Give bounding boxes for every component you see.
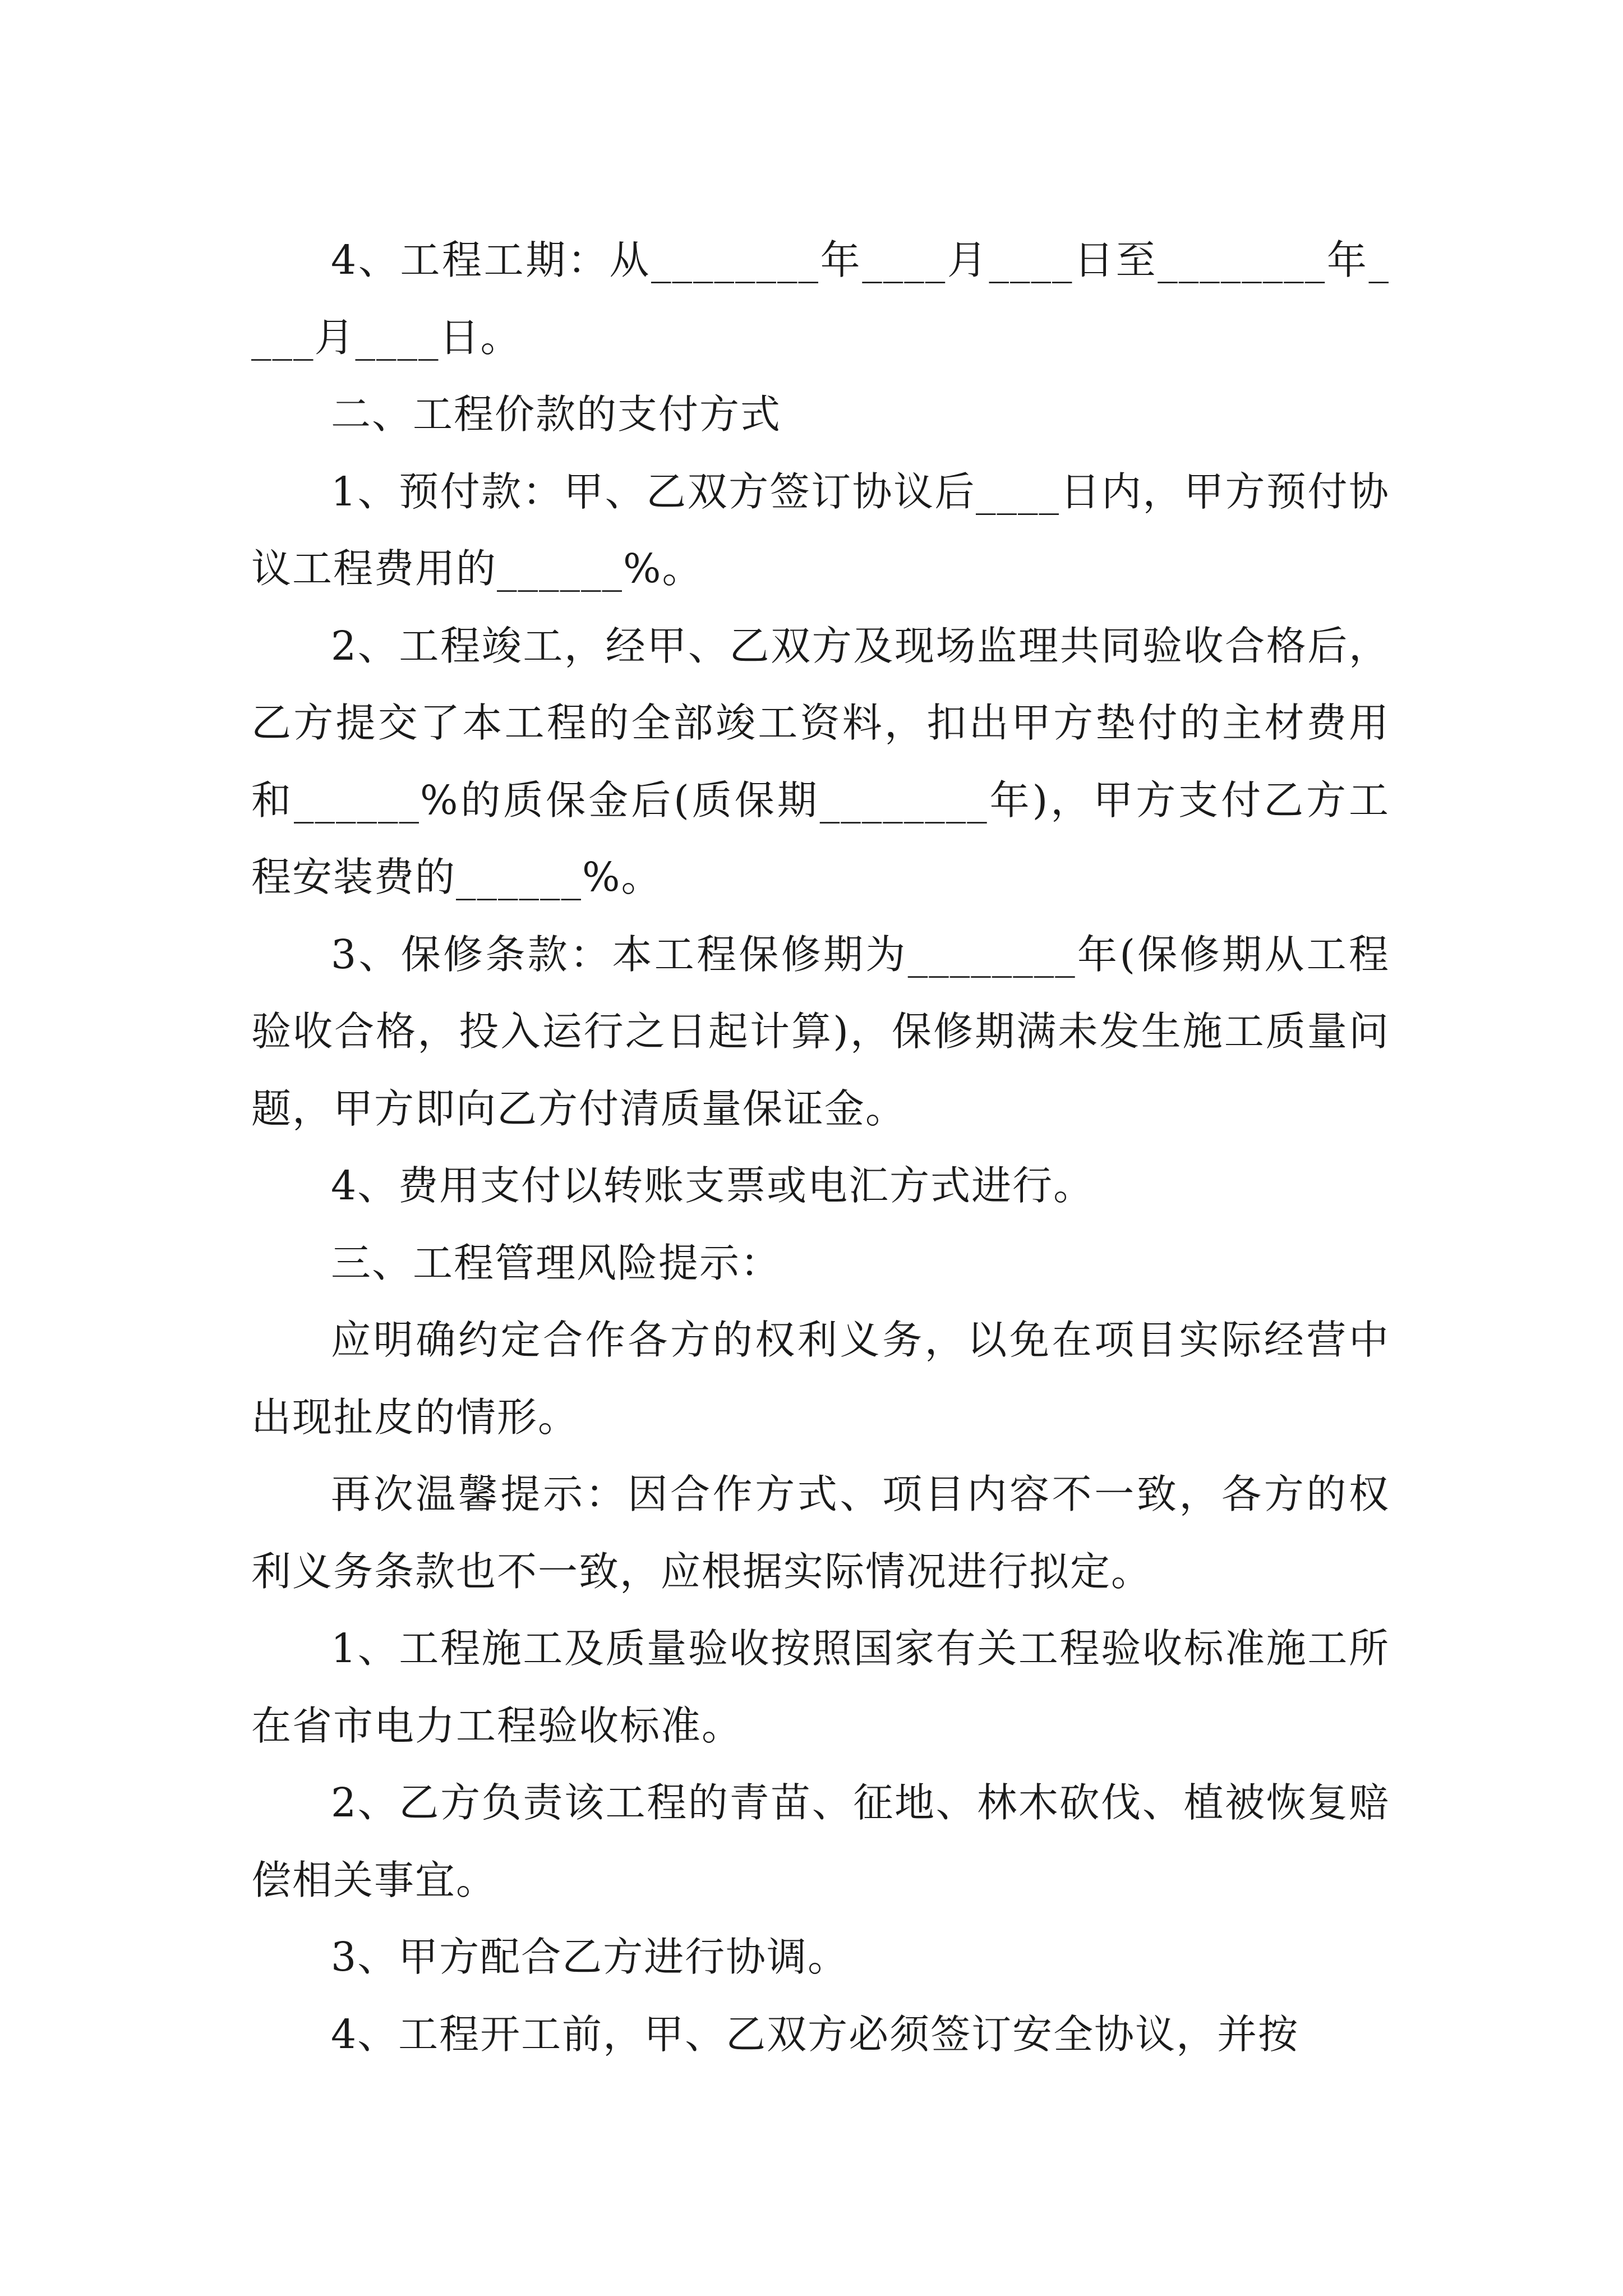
paragraph-quality-acceptance: 1、工程施工及质量验收按照国家有关工程验收标准施工所在省市电力工程验收标准。 xyxy=(251,1625,1390,1749)
paragraph-warranty-terms: 3、保修条款：本工程保修期为________年(保修期从工程验收合格，投入运行之日起计算)，保修期满未发生施工质量问题，甲方即向乙方付清质量保证金。 xyxy=(251,931,1390,1132)
section-heading-payment: 二、工程价款的支付方式 xyxy=(331,391,782,438)
paragraph-advance-payment: 1、预付款：甲、乙双方签订协议后____日内，甲方预付协议工程费用的______%。 xyxy=(251,468,1390,592)
document-page xyxy=(251,222,1390,2073)
paragraph-reminder: 再次温馨提示：因合作方式、项目内容不一致，各方的权利义务条款也不一致，应根据实际情况进行拟定。 xyxy=(251,1471,1390,1595)
paragraph-compensation: 2、乙方负责该工程的青苗、征地、林木砍伐、植被恢复赔偿相关事宜。 xyxy=(251,1779,1390,1903)
section-heading-risk: 三、工程管理风险提示： xyxy=(331,1239,782,1286)
paragraph-coordination: 3、甲方配合乙方进行协调。 xyxy=(331,1934,849,1980)
paragraph-construction-period: 4、工程工期：从________年____月____日至________年____月____日。 xyxy=(251,237,1390,361)
paragraph-safety-agreement: 4、工程开工前，甲、乙双方必须签订安全协议，并按 xyxy=(331,2010,1299,2058)
paragraph-completion-payment: 2、工程竣工，经甲、乙双方及现场监理共同验收合格后，乙方提交了本工程的全部竣工资料，扣出甲方垫付的主材费用和______%的质保金后(质保期________年)，甲方支付乙方工程安装费的______%。 xyxy=(251,622,1390,900)
paragraph-rights-obligations: 应明确约定合作各方的权利义务，以免在项目实际经营中出现扯皮的情形。 xyxy=(251,1317,1390,1441)
paragraph-payment-method: 4、费用支付以转账支票或电汇方式进行。 xyxy=(331,1162,1095,1209)
